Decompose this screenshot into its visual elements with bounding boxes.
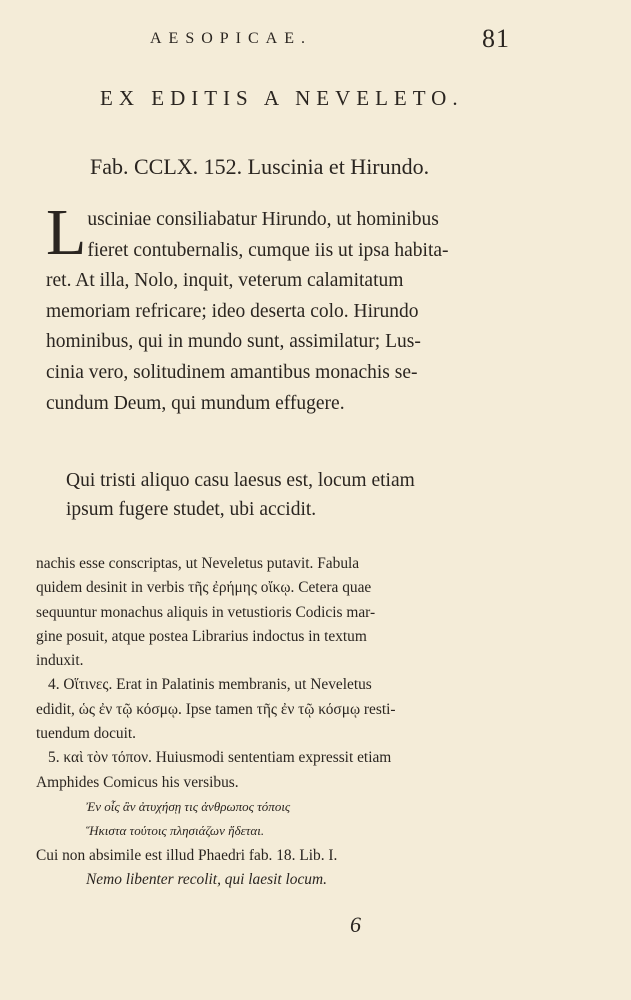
body-line: hominibus, qui in mundo sunt, assimilatur; Lus- — [46, 331, 421, 353]
note-line: sequuntur monachus aliquis in vetustioris Codicis mar- — [36, 603, 376, 621]
note-line: 5. καὶ τὸν τόπον. Huiusmodi sententiam expressit etiam — [48, 749, 392, 767]
note-line: Amphides Comicus his versibus. — [36, 773, 239, 791]
footnotes — [36, 552, 546, 892]
note-line: gine posuit, atque postea Librarius indoctus in textum — [36, 627, 367, 645]
body-line: ret. At illa, Nolo, inquit, veterum calamitatum — [46, 270, 404, 292]
page-number: 81 — [482, 24, 510, 53]
moral-line: ipsum fugere studet, ubi accidit. — [66, 499, 317, 520]
note-line: quidem desinit in verbis τῆς ἐρήμης οἴκῳ. Cetera quae — [36, 579, 372, 597]
greek-verse-line: Ἥκιστα τούτοις πλησιάζων ἥδεται. — [86, 823, 265, 839]
signature-mark: 6 — [350, 912, 361, 937]
fable-title: Fab. CCLX. 152. Luscinia et Hirundo. — [90, 154, 430, 179]
quotation-line: Nemo libenter recolit, qui laesit locum. — [86, 870, 327, 888]
body-line: usciniae consiliabatur Hirundo, ut hominibus — [87, 209, 439, 230]
moral-line: Qui tristi aliquo casu laesus est, locum etiam — [66, 470, 415, 491]
section-title: EX EDITIS A NEVELETO. — [100, 86, 464, 110]
running-head: AESOPICAE. — [150, 30, 313, 47]
note-line: nachis esse conscriptas, ut Neveletus putavit. Fabula — [36, 555, 360, 572]
note-line: induxit. — [36, 652, 84, 670]
fable-body — [46, 196, 546, 419]
body-line: memoriam refricare; ideo deserta colo. Hirundo — [46, 300, 419, 322]
body-line: cundum Deum, qui mundum effugere. — [46, 392, 345, 414]
fable-moral — [66, 466, 546, 524]
note-line: 4. Οἵτινες. Erat in Palatinis membranis, ut Neveletus — [48, 676, 372, 694]
body-line: fieret contubernalis, cumque iis ut ipsa habita- — [87, 239, 449, 261]
note-line: tuendum docuit. — [36, 725, 137, 743]
drop-capital: L — [46, 196, 87, 269]
greek-verse-line: Ἐν οἷς ἂν ἀτυχήσῃ τις ἀνθρωπος τόποις — [86, 798, 291, 814]
note-line: Cui non absimile est illud Phaedri fab. 18. Lib. I. — [36, 846, 338, 864]
body-line: cinia vero, solitudinem amantibus monachis se- — [46, 361, 418, 383]
note-line: edidit, ὡς ἐν τῷ κόσμῳ. Ipse tamen τῆς ἐν τῷ κόσμῳ resti- — [36, 700, 396, 718]
